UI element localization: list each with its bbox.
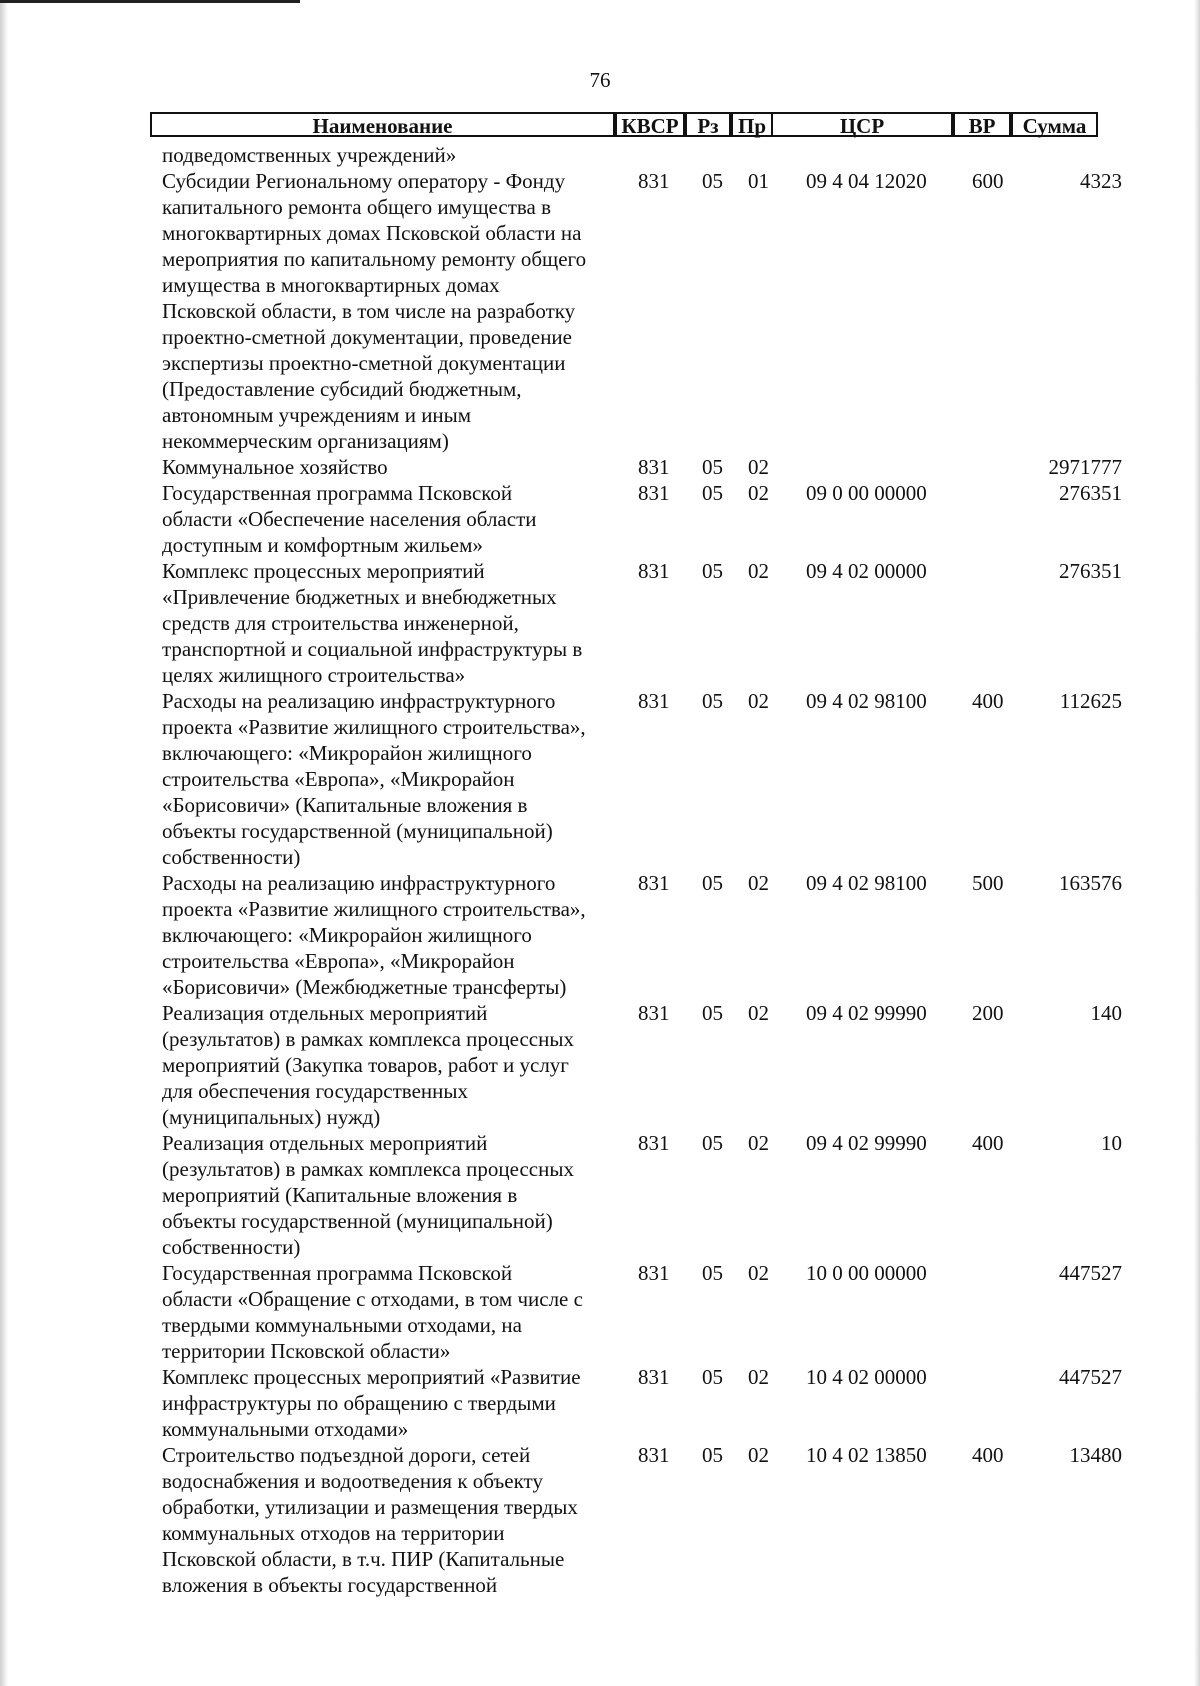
row-name [162,1000,622,1130]
table-row [0,168,1200,454]
table-row [0,142,1200,168]
row-name-line: Субсидии Региональному оператору - Фонду [162,169,566,193]
row-name [162,1130,622,1260]
row-rz: 05 [702,481,723,505]
row-name [162,142,622,168]
table-row [0,1364,1200,1442]
row-csr: 09 4 02 98100 [806,871,927,895]
row-pr: 02 [748,1261,769,1285]
row-name-line: собственности) [162,1235,301,1259]
row-name-line: водоснабжения и водоотведения к объекту [162,1469,543,1493]
row-pr: 02 [748,689,769,713]
row-name-line: вложения в объекты государственной [162,1573,498,1597]
row-rz: 05 [702,1261,723,1285]
header-vr: ВР [953,112,1011,137]
row-name [162,480,622,558]
row-pr: 02 [748,1131,769,1155]
table-row [0,1442,1200,1598]
header-csr: ЦСР [773,112,953,137]
row-kvsr: 831 [638,1365,670,1389]
row-sum: 447527 [1059,1261,1122,1285]
row-name [162,558,622,688]
row-name-line: Расходы на реализацию инфраструктурного [162,689,556,713]
row-csr: 09 4 02 00000 [806,559,927,583]
row-rz: 05 [702,559,723,583]
row-name-line: доступным и комфортным жильем» [162,533,483,557]
row-name [162,1442,622,1598]
row-name-line: Комплекс процессных мероприятий «Развитие [162,1365,581,1389]
header-sum: Сумма [1011,112,1098,137]
row-name-line: Псковской области, в том числе на разработку [162,299,576,323]
row-name-line: капитального ремонта общего имущества в [162,195,552,219]
row-name-line: твердыми коммунальными отходами, на [162,1313,522,1337]
row-vr: 500 [972,871,1004,895]
table-row [0,454,1200,480]
row-kvsr: 831 [638,871,670,895]
row-pr: 02 [748,871,769,895]
row-pr: 02 [748,559,769,583]
scan-top-mark [0,0,300,3]
row-name-line: строительства «Европа», «Микрорайон [162,767,515,791]
row-pr: 02 [748,455,769,479]
header-rz: Рз [685,112,731,137]
row-name-line: (муниципальных) нужд) [162,1105,381,1129]
row-rz: 05 [702,1443,723,1467]
row-sum: 10 [1101,1131,1122,1155]
row-name-line: включающего: «Микрорайон жилищного [162,923,532,947]
row-name [162,1260,622,1364]
row-name-line: области «Обеспечение населения области [162,507,537,531]
row-name-line: мероприятий (Закупка товаров, работ и услуг [162,1053,569,1077]
row-vr: 400 [972,689,1004,713]
row-sum: 447527 [1059,1365,1122,1389]
row-sum: 276351 [1059,559,1122,583]
table-row [0,1130,1200,1260]
row-kvsr: 831 [638,481,670,505]
row-name-line: мероприятия по капитальному ремонту общего [162,247,587,271]
table-row [0,480,1200,558]
row-pr: 02 [748,1443,769,1467]
table-body [0,142,1200,1598]
row-name-line: области «Обращение с отходами, в том числе с [162,1287,583,1311]
row-name-line: проекта «Развитие жилищного строительства», [162,715,586,739]
row-csr: 10 4 02 00000 [806,1365,927,1389]
row-sum: 276351 [1059,481,1122,505]
header-pr: Пр [731,112,773,137]
row-name-line: транспортной и социальной инфраструктуры в [162,637,583,661]
row-kvsr: 831 [638,1261,670,1285]
row-name-line: Реализация отдельных мероприятий [162,1001,488,1025]
row-pr: 01 [748,169,769,193]
row-name-line: имущества в многоквартирных домах [162,273,500,297]
page-number: 76 [589,68,611,92]
table-header [150,112,1098,139]
row-rz: 05 [702,1001,723,1025]
row-name-line: территории Псковской области» [162,1339,451,1363]
row-name-line: (результатов) в рамках комплекса процессных [162,1157,574,1181]
row-csr: 10 0 00 00000 [806,1261,927,1285]
row-sum: 2971777 [1048,455,1122,479]
row-kvsr: 831 [638,559,670,583]
row-name-line: собственности) [162,845,301,869]
row-kvsr: 831 [638,1001,670,1025]
row-name-line: «Борисовичи» (Межбюджетные трансферты) [162,975,567,999]
row-name-line: Государственная программа Псковской [162,481,513,505]
row-name-line: «Борисовичи» (Капитальные вложения в [162,793,528,817]
row-rz: 05 [702,455,723,479]
row-kvsr: 831 [638,1131,670,1155]
row-name-line: средств для строительства инженерной, [162,611,519,635]
row-name-line: Государственная программа Псковской [162,1261,513,1285]
row-name-line: Реализация отдельных мероприятий [162,1131,488,1155]
row-vr: 200 [972,1001,1004,1025]
row-vr: 400 [972,1131,1004,1155]
row-rz: 05 [702,689,723,713]
row-csr: 09 0 00 00000 [806,481,927,505]
row-name-line: Строительство подъездной дороги, сетей [162,1443,531,1467]
row-sum: 112625 [1059,689,1122,713]
row-sum: 13480 [1069,1443,1122,1467]
row-csr: 09 4 02 99990 [806,1001,927,1025]
row-name-line: многоквартирных домах Псковской области на [162,221,582,245]
row-name-line: коммунальными отходами» [162,1417,409,1441]
row-name-line: проекта «Развитие жилищного строительства», [162,897,586,921]
row-name [162,1364,622,1442]
row-name-line: Расходы на реализацию инфраструктурного [162,871,556,895]
row-name-line: обработки, утилизации и размещения твердых [162,1495,578,1519]
header-kvsr: КВСР [615,112,685,137]
row-name [162,454,622,480]
row-kvsr: 831 [638,169,670,193]
row-name-line: объекты государственной (муниципальной) [162,1209,553,1233]
row-name-line: Псковской области, в т.ч. ПИР (Капитальные [162,1547,565,1571]
row-csr: 09 4 04 12020 [806,169,927,193]
row-name-line: «Привлечение бюджетных и внебюджетных [162,585,557,609]
row-name [162,688,622,870]
row-rz: 05 [702,871,723,895]
row-rz: 05 [702,1131,723,1155]
table-row [0,558,1200,688]
row-name-line: включающего: «Микрорайон жилищного [162,741,532,765]
table-row [0,1260,1200,1364]
row-kvsr: 831 [638,455,670,479]
row-name-line: (Предоставление субсидий бюджетным, [162,377,522,401]
row-rz: 05 [702,1365,723,1389]
row-csr: 09 4 02 98100 [806,689,927,713]
header-name: Наименование [150,112,615,137]
row-sum: 4323 [1080,169,1122,193]
row-name-line: подведомственных учреждений» [162,143,457,167]
row-name-line: Комплекс процессных мероприятий [162,559,485,583]
row-vr: 600 [972,169,1004,193]
row-csr: 09 4 02 99990 [806,1131,927,1155]
row-pr: 02 [748,1001,769,1025]
row-name-line: (результатов) в рамках комплекса процессных [162,1027,574,1051]
row-name-line: автономным учреждениям и иным [162,403,472,427]
row-name [162,870,622,1000]
row-name-line: проектно-сметной документации, проведение [162,325,572,349]
row-rz: 05 [702,169,723,193]
row-name [162,168,622,454]
row-name-line: мероприятий (Капитальные вложения в [162,1183,518,1207]
row-csr: 10 4 02 13850 [806,1443,927,1467]
row-name-line: Коммунальное хозяйство [162,455,388,479]
row-kvsr: 831 [638,1443,670,1467]
row-name-line: объекты государственной (муниципальной) [162,819,553,843]
row-name-line: строительства «Европа», «Микрорайон [162,949,515,973]
row-name-line: коммунальных отходов на территории [162,1521,505,1545]
table-row [0,688,1200,870]
row-name-line: для обеспечения государственных [162,1079,468,1103]
row-kvsr: 831 [638,689,670,713]
row-name-line: экспертизы проектно-сметной документации [162,351,566,375]
row-sum: 140 [1090,1001,1122,1025]
row-name-line: целях жилищного строительства» [162,663,466,687]
table-row [0,870,1200,1000]
row-pr: 02 [748,481,769,505]
table-row [0,1000,1200,1130]
row-pr: 02 [748,1365,769,1389]
row-sum: 163576 [1059,871,1122,895]
row-name-line: инфраструктуры по обращению с твердыми [162,1391,556,1415]
row-vr: 400 [972,1443,1004,1467]
row-name-line: некоммерческим организациям) [162,429,449,453]
